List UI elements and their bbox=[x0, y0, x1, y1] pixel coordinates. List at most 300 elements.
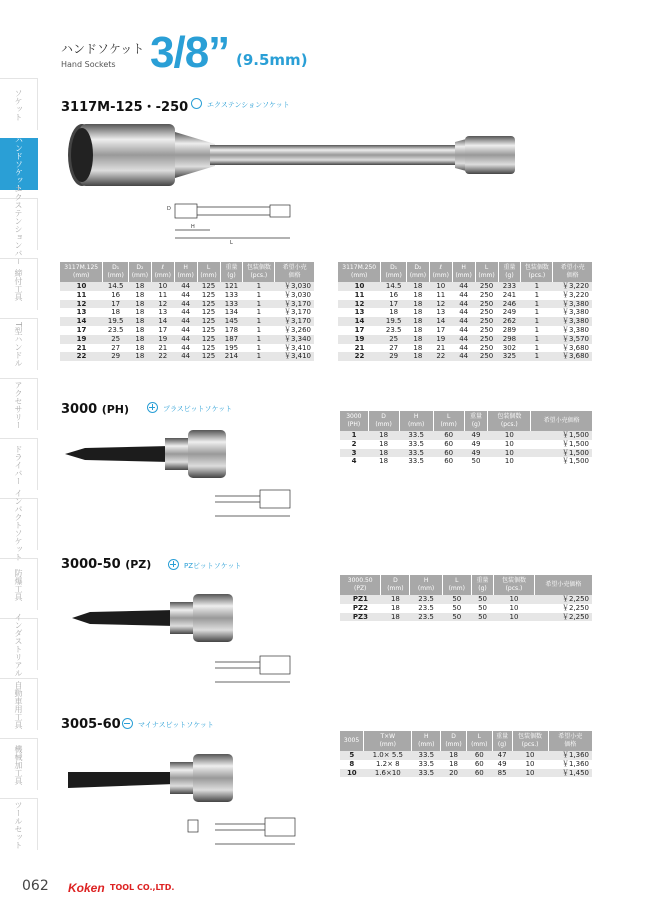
table-header: D (mm) bbox=[441, 731, 467, 751]
table-cell: 50 bbox=[471, 457, 481, 466]
table-cell: 18 bbox=[406, 317, 429, 326]
section-title-3000-ph bbox=[61, 402, 129, 417]
table-cell: 49 bbox=[464, 431, 488, 440]
table-cell: 1 bbox=[243, 300, 275, 309]
table-cell: 1.6×10 bbox=[364, 769, 412, 778]
table-cell: 1 bbox=[243, 317, 275, 326]
phillips-bit-socket-photo bbox=[60, 424, 240, 484]
table-cell: PZ3 bbox=[340, 613, 381, 622]
table-cell: 12 bbox=[338, 300, 381, 309]
table-cell: 125 bbox=[201, 308, 216, 317]
table-cell: 29 bbox=[103, 352, 129, 361]
table-cell: 23.5 bbox=[410, 595, 442, 604]
table-cell: 44 bbox=[452, 335, 475, 344]
table-cell: 50 bbox=[471, 595, 493, 604]
table-cell: 1 bbox=[256, 325, 262, 334]
table-cell: 2 bbox=[351, 439, 357, 448]
table-cell: 21 bbox=[76, 343, 87, 352]
table-row bbox=[338, 300, 592, 309]
table-header: ℓ (mm) bbox=[429, 262, 452, 282]
company-name: TOOL CO.,LTD. bbox=[110, 883, 175, 892]
table-cell: 1.2× 8 bbox=[375, 759, 400, 768]
pozidriv-bit-socket-photo bbox=[60, 588, 240, 648]
svg-text:H: H bbox=[191, 224, 195, 230]
table-cell: 10 bbox=[488, 449, 531, 458]
table-row bbox=[340, 595, 592, 604]
table-cell: 125 bbox=[201, 325, 216, 334]
table-cell: 20 bbox=[441, 769, 467, 778]
table-cell: 44 bbox=[459, 325, 469, 334]
table-cell: ￥3,380 bbox=[561, 325, 589, 334]
table-cell: ￥3,410 bbox=[275, 352, 314, 361]
table-cell: 29 bbox=[381, 352, 407, 361]
table-cell: 18 bbox=[406, 335, 429, 344]
table-header: L (mm) bbox=[466, 731, 492, 751]
table-cell: 125 bbox=[201, 343, 216, 352]
table-cell: 44 bbox=[174, 335, 197, 344]
table-cell: 178 bbox=[224, 325, 239, 334]
table-cell: 47 bbox=[492, 751, 512, 760]
phillips-bit-diagram bbox=[205, 484, 305, 524]
table-header: H (mm) bbox=[452, 262, 475, 282]
section-title-model: 3000 bbox=[61, 402, 98, 417]
table-cell: 27 bbox=[111, 343, 121, 352]
table-cell: 18 bbox=[135, 308, 145, 317]
table-cell: 33.5 bbox=[408, 439, 424, 448]
sidebar-tab-label: アクセサリー bbox=[14, 380, 23, 429]
table-header: D₂ (mm) bbox=[128, 262, 151, 282]
table-cell: 44 bbox=[452, 352, 475, 361]
table-cell: 10 bbox=[504, 457, 514, 466]
table-header: D₁ (mm) bbox=[103, 262, 129, 282]
table-cell: ￥3,220 bbox=[553, 282, 592, 291]
table-header: D₂ (mm) bbox=[406, 262, 429, 282]
table-cell: 5 bbox=[340, 751, 364, 760]
sidebar-tab[interactable] bbox=[0, 138, 38, 190]
table-cell: 250 bbox=[475, 335, 498, 344]
table-cell: ￥3,380 bbox=[553, 300, 592, 309]
table-cell: 22 bbox=[60, 352, 103, 361]
table-row bbox=[60, 308, 314, 317]
table-cell: 1 bbox=[521, 282, 553, 291]
table-cell: 44 bbox=[459, 290, 469, 299]
table-cell: 50 bbox=[478, 603, 487, 612]
table-cell: 10 bbox=[512, 769, 548, 778]
table-header: 包装個数 (pcs.) bbox=[494, 575, 534, 595]
spec-table-3117m-125 bbox=[60, 262, 314, 361]
table-cell: 44 bbox=[459, 308, 469, 317]
table-cell: 22 bbox=[151, 352, 174, 361]
section-title-3005-60: 3005-60 bbox=[61, 717, 121, 732]
table-header: ℓ (mm) bbox=[151, 262, 174, 282]
table-cell: 4 bbox=[351, 457, 357, 466]
sidebar-tab[interactable] bbox=[0, 612, 38, 677]
table-cell: ￥3,030 bbox=[275, 282, 314, 291]
page-number: 062 bbox=[22, 878, 49, 894]
table-cell: 18 bbox=[128, 317, 151, 326]
table-row bbox=[340, 613, 592, 622]
table-header: L (mm) bbox=[197, 262, 220, 282]
table-cell: 50 bbox=[471, 613, 493, 622]
table-cell: 14.5 bbox=[103, 282, 129, 291]
table-cell: 22 bbox=[429, 352, 452, 361]
table-header: D (mm) bbox=[381, 575, 410, 595]
table-cell: 19 bbox=[338, 335, 381, 344]
table-cell: 17 bbox=[103, 300, 129, 309]
table-cell: ￥1,500 bbox=[531, 431, 592, 440]
table-cell: 23.5 bbox=[418, 603, 434, 612]
sidebar-tab-label: エクステンションバー bbox=[14, 184, 23, 265]
table-cell: ￥2,250 bbox=[534, 613, 592, 622]
table-header: 包装個数 (pcs.) bbox=[521, 262, 553, 282]
svg-text:D: D bbox=[167, 206, 171, 212]
table-cell: 1 bbox=[534, 343, 540, 352]
table-cell: 1 bbox=[534, 290, 540, 299]
table-cell: 18 bbox=[379, 457, 389, 466]
table-cell: 298 bbox=[498, 335, 521, 344]
table-cell: 23.5 bbox=[410, 613, 442, 622]
sidebar-tab-label: ドライバー bbox=[14, 444, 23, 485]
table-cell: ￥2,250 bbox=[561, 603, 589, 612]
table-cell: 18 bbox=[381, 595, 410, 604]
table-row bbox=[340, 760, 592, 769]
table-header: 希望小売 価格 bbox=[553, 262, 592, 282]
sidebar-tab-label: ソケット bbox=[14, 88, 23, 121]
table-cell: 22 bbox=[338, 352, 381, 361]
table-cell: 60 bbox=[474, 759, 484, 768]
table-cell: 33.5 bbox=[412, 751, 441, 760]
extension-socket-photo bbox=[60, 118, 540, 193]
type-label-extension: エクステンションソケット bbox=[207, 101, 290, 109]
table-cell: 18 bbox=[111, 308, 121, 317]
table-cell: 21 bbox=[436, 343, 446, 352]
table-cell: 249 bbox=[502, 308, 517, 317]
table-cell: 14 bbox=[338, 317, 381, 326]
table-cell: 18 bbox=[413, 308, 423, 317]
table-cell: 19.5 bbox=[381, 317, 407, 326]
table-cell: 1 bbox=[521, 335, 553, 344]
table-cell: 49 bbox=[497, 759, 507, 768]
table-cell: 13 bbox=[158, 308, 168, 317]
table-cell: 187 bbox=[220, 335, 243, 344]
table-cell: 18 bbox=[389, 308, 399, 317]
table-row bbox=[338, 335, 592, 344]
table-cell: 1 bbox=[521, 317, 553, 326]
table-cell: 60 bbox=[466, 751, 492, 760]
table-header: L (mm) bbox=[442, 575, 471, 595]
table-header: L (mm) bbox=[475, 262, 498, 282]
table-cell: 10 bbox=[525, 759, 535, 768]
table-cell: 60 bbox=[433, 449, 464, 458]
table-cell: ￥1,500 bbox=[561, 457, 589, 466]
table-cell: 1 bbox=[256, 308, 262, 317]
sidebar-tab-label: 自動車用工具 bbox=[14, 680, 23, 729]
table-cell: 250 bbox=[475, 352, 498, 361]
table-cell: 18 bbox=[381, 613, 410, 622]
table-cell: 17 bbox=[158, 325, 168, 334]
table-cell: 195 bbox=[224, 343, 239, 352]
sidebar-tab[interactable] bbox=[0, 798, 38, 850]
table-cell: 25 bbox=[381, 335, 407, 344]
table-cell: 18 bbox=[128, 282, 151, 291]
table-header: 重量 (g) bbox=[471, 575, 493, 595]
table-cell: 11 bbox=[354, 290, 365, 299]
table-cell: ￥3,170 bbox=[283, 308, 311, 317]
table-cell: 33.5 bbox=[408, 457, 424, 466]
type-label-phillips: プラスビットソケット bbox=[163, 405, 233, 413]
table-header: D₁ (mm) bbox=[381, 262, 407, 282]
table-cell: 10 bbox=[338, 282, 381, 291]
table-cell: 10 bbox=[512, 751, 548, 760]
section-title-type: (PZ) bbox=[125, 558, 152, 571]
table-cell: 289 bbox=[502, 325, 517, 334]
table-cell: 125 bbox=[201, 290, 216, 299]
table-row bbox=[340, 604, 592, 613]
table-row bbox=[338, 291, 592, 300]
table-header: 3117M.125 (mm) bbox=[60, 262, 103, 282]
pozidriv-bit-diagram bbox=[205, 650, 305, 690]
table-cell: 250 bbox=[479, 308, 494, 317]
table-cell: ￥3,260 bbox=[283, 325, 311, 334]
section-title-3000-50-pz bbox=[61, 557, 151, 572]
table-cell: 50 bbox=[442, 613, 471, 622]
table-row bbox=[340, 440, 592, 449]
table-header: 3000 (PH) bbox=[340, 411, 368, 431]
table-cell: 10 bbox=[488, 431, 531, 440]
table-cell: 250 bbox=[475, 300, 498, 309]
table-cell: 49 bbox=[471, 439, 481, 448]
table-cell: 10 bbox=[504, 439, 514, 448]
table-cell: 14 bbox=[429, 317, 452, 326]
table-cell: 250 bbox=[479, 290, 494, 299]
table-header: 希望小売価格 bbox=[534, 575, 592, 595]
table-cell: 18 bbox=[368, 449, 399, 458]
table-cell: 33.5 bbox=[399, 431, 433, 440]
table-cell: 1 bbox=[243, 282, 275, 291]
table-header: H (mm) bbox=[412, 731, 441, 751]
table-cell: 85 bbox=[492, 769, 512, 778]
table-cell: ￥2,250 bbox=[534, 595, 592, 604]
table-row bbox=[60, 291, 314, 300]
table-cell: ￥3,570 bbox=[553, 335, 592, 344]
table-cell: 44 bbox=[181, 308, 191, 317]
table-row bbox=[340, 431, 592, 440]
sidebar-tab-label: 機械加工具 bbox=[14, 744, 23, 785]
phillips-icon bbox=[147, 402, 158, 413]
table-cell: ￥3,170 bbox=[275, 300, 314, 309]
table-cell: 16 bbox=[111, 290, 121, 299]
sidebar-tab[interactable] bbox=[0, 78, 38, 130]
table-cell: 60 bbox=[466, 769, 492, 778]
table-row bbox=[338, 282, 592, 291]
table-cell: 125 bbox=[197, 282, 220, 291]
spec-table-3000-50-pz bbox=[340, 575, 592, 621]
table-cell: 133 bbox=[220, 300, 243, 309]
table-row bbox=[60, 335, 314, 344]
table-cell: 44 bbox=[181, 343, 191, 352]
table-cell: ￥3,680 bbox=[561, 343, 589, 352]
table-cell: 125 bbox=[197, 300, 220, 309]
table-cell: 1 bbox=[243, 352, 275, 361]
table-cell: 250 bbox=[479, 325, 494, 334]
table-row bbox=[338, 344, 592, 353]
section-title-type: (PH) bbox=[101, 403, 130, 416]
table-cell: 18 bbox=[379, 439, 389, 448]
table-cell: 10 bbox=[494, 613, 534, 622]
table-row bbox=[60, 344, 314, 353]
table-cell: 33.5 bbox=[418, 759, 435, 768]
table-cell: 49 bbox=[464, 449, 488, 458]
table-cell: 12 bbox=[151, 300, 174, 309]
table-cell: 233 bbox=[498, 282, 521, 291]
table-cell: 13 bbox=[354, 308, 365, 317]
table-cell: ￥3,380 bbox=[561, 308, 589, 317]
table-cell: 17 bbox=[76, 325, 87, 334]
table-cell: 1 bbox=[256, 290, 262, 299]
sidebar-tab[interactable] bbox=[0, 488, 38, 561]
table-cell: 44 bbox=[452, 282, 475, 291]
table-cell: 18 bbox=[128, 300, 151, 309]
table-header: 希望小売価格 bbox=[531, 411, 592, 431]
table-cell: 17 bbox=[381, 300, 407, 309]
table-cell: 18 bbox=[406, 282, 429, 291]
table-cell: 18 bbox=[135, 290, 145, 299]
table-cell: 18 bbox=[441, 751, 467, 760]
table-cell: 44 bbox=[459, 343, 469, 352]
table-cell: 14 bbox=[60, 317, 103, 326]
table-cell: 12 bbox=[429, 300, 452, 309]
table-cell: 44 bbox=[452, 317, 475, 326]
table-cell: 44 bbox=[174, 300, 197, 309]
table-header: H (mm) bbox=[174, 262, 197, 282]
spec-table-3005-60 bbox=[340, 731, 592, 777]
table-cell: 17 bbox=[354, 325, 365, 334]
table-cell: 50 bbox=[442, 595, 471, 604]
sidebar-tab-label: 防爆工具 bbox=[14, 568, 23, 601]
table-cell: ￥3,340 bbox=[275, 335, 314, 344]
table-row bbox=[340, 751, 592, 760]
table-header: 包装個数 (pcs.) bbox=[512, 731, 548, 751]
section-title-3117m: 3117M-125・-250 bbox=[61, 100, 189, 115]
sidebar-tab[interactable] bbox=[0, 318, 38, 370]
table-cell: 121 bbox=[220, 282, 243, 291]
table-row bbox=[338, 308, 592, 317]
sidebar-tab[interactable] bbox=[0, 438, 38, 490]
table-header: 重量 (g) bbox=[464, 411, 488, 431]
table-cell: 16 bbox=[389, 290, 399, 299]
spec-table-3000-ph bbox=[340, 411, 592, 466]
header-title-jp: ハンドソケット bbox=[61, 42, 145, 56]
table-cell: 60 bbox=[444, 457, 454, 466]
table-cell: 10 bbox=[494, 595, 534, 604]
table-cell: 18 bbox=[135, 343, 145, 352]
pozidriv-icon bbox=[168, 559, 179, 570]
sidebar-tab[interactable] bbox=[0, 678, 38, 730]
table-cell: 133 bbox=[224, 290, 239, 299]
sidebar-tab[interactable] bbox=[0, 258, 38, 310]
table-cell: 18 bbox=[449, 759, 458, 768]
table-header: 重量 (g) bbox=[220, 262, 243, 282]
sidebar-tab[interactable] bbox=[0, 378, 38, 430]
table-cell: 44 bbox=[181, 290, 191, 299]
table-cell: 145 bbox=[220, 317, 243, 326]
table-cell: 44 bbox=[174, 317, 197, 326]
table-cell: 125 bbox=[197, 317, 220, 326]
table-header: H (mm) bbox=[399, 411, 433, 431]
table-cell: 50 bbox=[452, 603, 462, 612]
table-cell: 33.5 bbox=[399, 449, 433, 458]
sidebar-tab-label: インパクトソケット bbox=[14, 488, 23, 561]
section-title-model: 3000-50 bbox=[61, 557, 121, 572]
table-header: 希望小売 価格 bbox=[548, 731, 592, 751]
table-cell: 18 bbox=[135, 325, 145, 334]
table-cell: 10 bbox=[509, 603, 519, 612]
table-cell: ￥3,380 bbox=[553, 317, 592, 326]
table-cell: 262 bbox=[498, 317, 521, 326]
table-cell: 134 bbox=[224, 308, 239, 317]
sidebar-tab-label: T型ハンドル bbox=[14, 322, 23, 367]
table-row bbox=[338, 317, 592, 326]
table-row bbox=[60, 282, 314, 291]
table-cell: ￥3,220 bbox=[561, 290, 589, 299]
socket-icon bbox=[191, 98, 202, 109]
table-cell: 14.5 bbox=[381, 282, 407, 291]
table-cell: 250 bbox=[475, 282, 498, 291]
table-cell: 11 bbox=[158, 290, 168, 299]
table-cell: 125 bbox=[197, 352, 220, 361]
extension-socket-diagram bbox=[165, 198, 305, 246]
table-cell: 250 bbox=[475, 317, 498, 326]
table-cell: 19.5 bbox=[103, 317, 129, 326]
sidebar bbox=[0, 78, 38, 868]
table-header: 重量 (g) bbox=[498, 262, 521, 282]
table-header: T×W (mm) bbox=[364, 731, 412, 751]
flat-bit-socket-photo bbox=[60, 748, 240, 808]
sidebar-tab[interactable] bbox=[0, 558, 38, 610]
sidebar-tab[interactable] bbox=[0, 184, 38, 265]
table-header: 3005 bbox=[340, 731, 364, 751]
table-cell: 33.5 bbox=[412, 769, 441, 778]
spec-table-3117m-250 bbox=[338, 262, 592, 361]
table-header: D (mm) bbox=[368, 411, 399, 431]
table-cell: 214 bbox=[220, 352, 243, 361]
table-cell: PZ1 bbox=[340, 595, 381, 604]
table-cell: ￥3,170 bbox=[275, 317, 314, 326]
table-cell: 18 bbox=[406, 352, 429, 361]
table-cell: 8 bbox=[349, 759, 355, 768]
table-cell: 1.0× 5.5 bbox=[364, 751, 412, 760]
table-header: L (mm) bbox=[433, 411, 464, 431]
table-cell: 44 bbox=[181, 325, 191, 334]
brand-logo: Koken bbox=[68, 881, 105, 895]
table-cell: ￥3,680 bbox=[553, 352, 592, 361]
table-cell: 60 bbox=[433, 431, 464, 440]
table-cell: 1 bbox=[256, 343, 262, 352]
table-cell: ￥1,360 bbox=[548, 751, 592, 760]
table-header: 重量 (g) bbox=[492, 731, 512, 751]
table-header: 包装個数 (pcs.) bbox=[488, 411, 531, 431]
table-header: 3000.50 (PZ) bbox=[340, 575, 381, 595]
sidebar-tab[interactable] bbox=[0, 738, 38, 790]
table-cell: 13 bbox=[76, 308, 87, 317]
table-row bbox=[60, 352, 314, 361]
table-cell: 18 bbox=[390, 603, 400, 612]
type-label-pozidriv: PZビットソケット bbox=[184, 562, 242, 570]
table-row bbox=[340, 769, 592, 778]
table-cell: 3 bbox=[340, 449, 368, 458]
flat-bit-icon bbox=[122, 718, 133, 729]
table-cell: ￥1,360 bbox=[561, 759, 589, 768]
